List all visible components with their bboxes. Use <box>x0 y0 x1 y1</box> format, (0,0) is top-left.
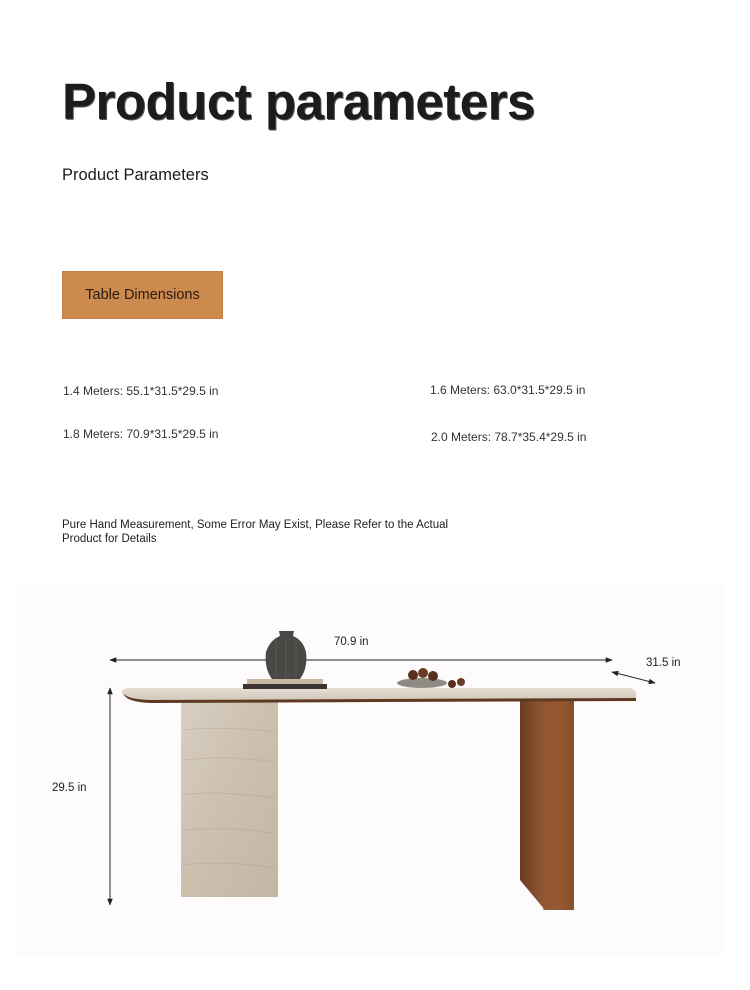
book-stack <box>243 684 327 689</box>
section-subtitle: Product Parameters <box>62 166 209 184</box>
depth-label: 31.5 in <box>646 657 681 669</box>
depth-dimension-line <box>612 672 655 683</box>
spec-1-6-meters: 1.6 Meters: 63.0*31.5*29.5 in <box>430 383 586 397</box>
stone-leg <box>181 700 278 897</box>
measurement-note: Pure Hand Measurement, Some Error May Exist, Please Refer to the Actual Product for Details <box>62 519 449 545</box>
page-title: Product parameters <box>62 73 535 130</box>
decor-bowl <box>397 678 447 688</box>
spec-1-8-meters: 1.8 Meters: 70.9*31.5*29.5 in <box>63 427 219 441</box>
spec-1-4-meters: 1.4 Meters: 55.1*31.5*29.5 in <box>63 384 219 398</box>
badge-label: Table Dimensions <box>85 287 200 303</box>
height-label: 29.5 in <box>52 782 87 794</box>
spec-2-0-meters: 2.0 Meters: 78.7*35.4*29.5 in <box>431 430 587 444</box>
length-label: 70.9 in <box>334 636 369 648</box>
